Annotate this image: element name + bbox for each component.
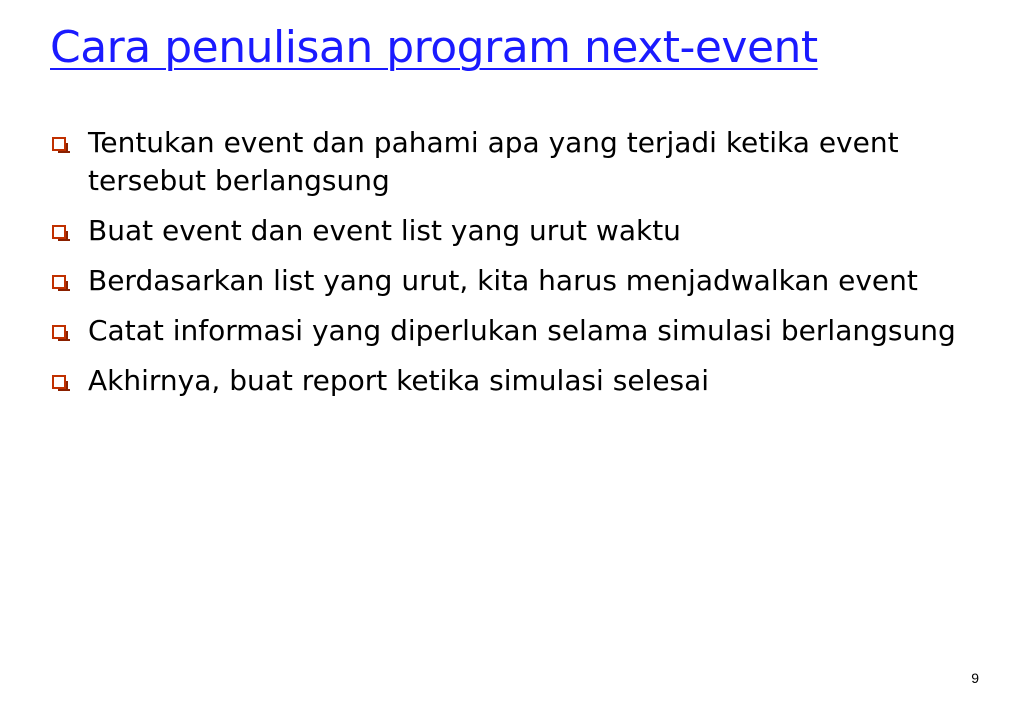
bullet-list [50,124,980,412]
bullet-item [50,262,980,300]
bullet-item [50,124,980,200]
bullet-text: Berdasarkan list yang urut, kita harus menjadwalkan event [88,264,918,297]
checkbox-square-icon [52,375,66,389]
bullet-text: Akhirnya, buat report ketika simulasi selesai [88,364,710,397]
checkbox-square-icon [52,275,66,289]
checkbox-square-icon [52,225,66,239]
bullet-item [50,312,980,350]
bullet-text: Tentukan event dan pahami apa yang terjadi ketika event tersebut berlangsung [88,126,899,197]
slide-title: Cara penulisan program next-event [50,22,818,73]
bullet-item [50,212,980,250]
bullet-item [50,362,980,400]
checkbox-square-icon [52,137,66,151]
checkbox-square-icon [52,325,66,339]
bullet-text: Buat event dan event list yang urut waktu [88,214,681,247]
page-number: 9 [971,670,979,686]
bullet-text: Catat informasi yang diperlukan selama simulasi berlangsung [88,314,956,347]
